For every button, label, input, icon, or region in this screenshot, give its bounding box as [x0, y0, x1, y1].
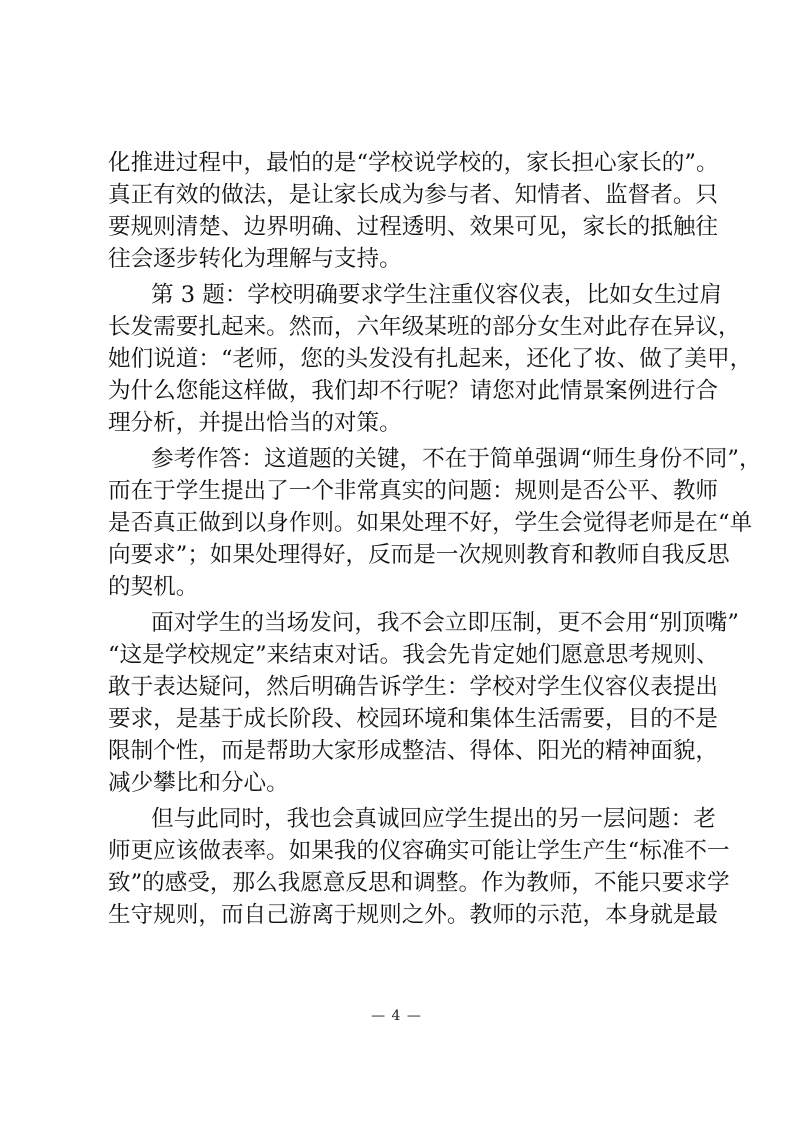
- text-line: 向要求”；如果处理得好，反而是一次规则教育和教师自我反思: [108, 542, 730, 568]
- text-line: 面对学生的当场发问，我不会立即压制，更不会用“别顶嘴”: [151, 610, 739, 636]
- question-line: 第 3 题：学校明确要求学生注重仪容仪表，比如女生过肩: [151, 282, 722, 308]
- text-line: 限制个性，而是帮助大家形成整洁、得体、阳光的精神面貌，: [108, 738, 719, 764]
- text-line: 而在于学生提出了一个非常真实的问题：规则是否公平、教师: [108, 478, 719, 504]
- text-line: 敢于表达疑问，然后明确告诉学生：学校对学生仪容仪表提出: [108, 674, 719, 700]
- text-line: 是否真正做到以身作则。如果处理不好，学生会觉得老师是在“单: [108, 510, 753, 536]
- text-line: 生守规则，而自己游离于规则之外。教师的示范，本身就是最: [108, 902, 719, 928]
- text-line: 为什么您能这样做，我们却不行呢？请您对此情景案例进行合: [108, 378, 719, 404]
- text-line: 理分析，并提出恰当的对策。: [108, 410, 402, 436]
- text-line: 她们说道：“老师，您的头发没有扎起来，还化了妆、做了美甲，: [108, 346, 753, 372]
- text-line: 往会逐步转化为理解与支持。: [108, 246, 402, 272]
- answer-heading-line: 参考作答：这道题的关键，不在于简单强调“师生身份不同”，: [151, 446, 762, 472]
- text-line: 减少攀比和分心。: [108, 770, 289, 796]
- text-line: 但与此同时，我也会真诚回应学生提出的另一层问题：老: [151, 806, 716, 832]
- text-line: 长发需要扎起来。然而，六年级某班的部分女生对此存在异议，: [108, 314, 741, 340]
- text-line: 致”的感受，那么我愿意反思和调整。作为教师，不能只要求学: [108, 870, 730, 896]
- text-line: 的契机。: [108, 574, 199, 600]
- text-line: 要规则清楚、边界明确、过程透明、效果可见，家长的抵触往: [108, 214, 719, 240]
- text-line: “这是学校规定”来结束对话。我会先肯定她们愿意思考规则、: [108, 642, 719, 668]
- text-line: 化推进过程中，最怕的是“学校说学校的，家长担心家长的”。: [108, 150, 719, 176]
- text-line: 真正有效的做法，是让家长成为参与者、知情者、监督者。只: [108, 182, 719, 208]
- text-line: 师更应该做表率。如果我的仪容确实可能让学生产生“标准不一: [108, 838, 730, 864]
- text-line: 要求，是基于成长阶段、校园环境和集体生活需要，目的不是: [108, 706, 719, 732]
- page-number: — 4 —: [371, 1008, 422, 1024]
